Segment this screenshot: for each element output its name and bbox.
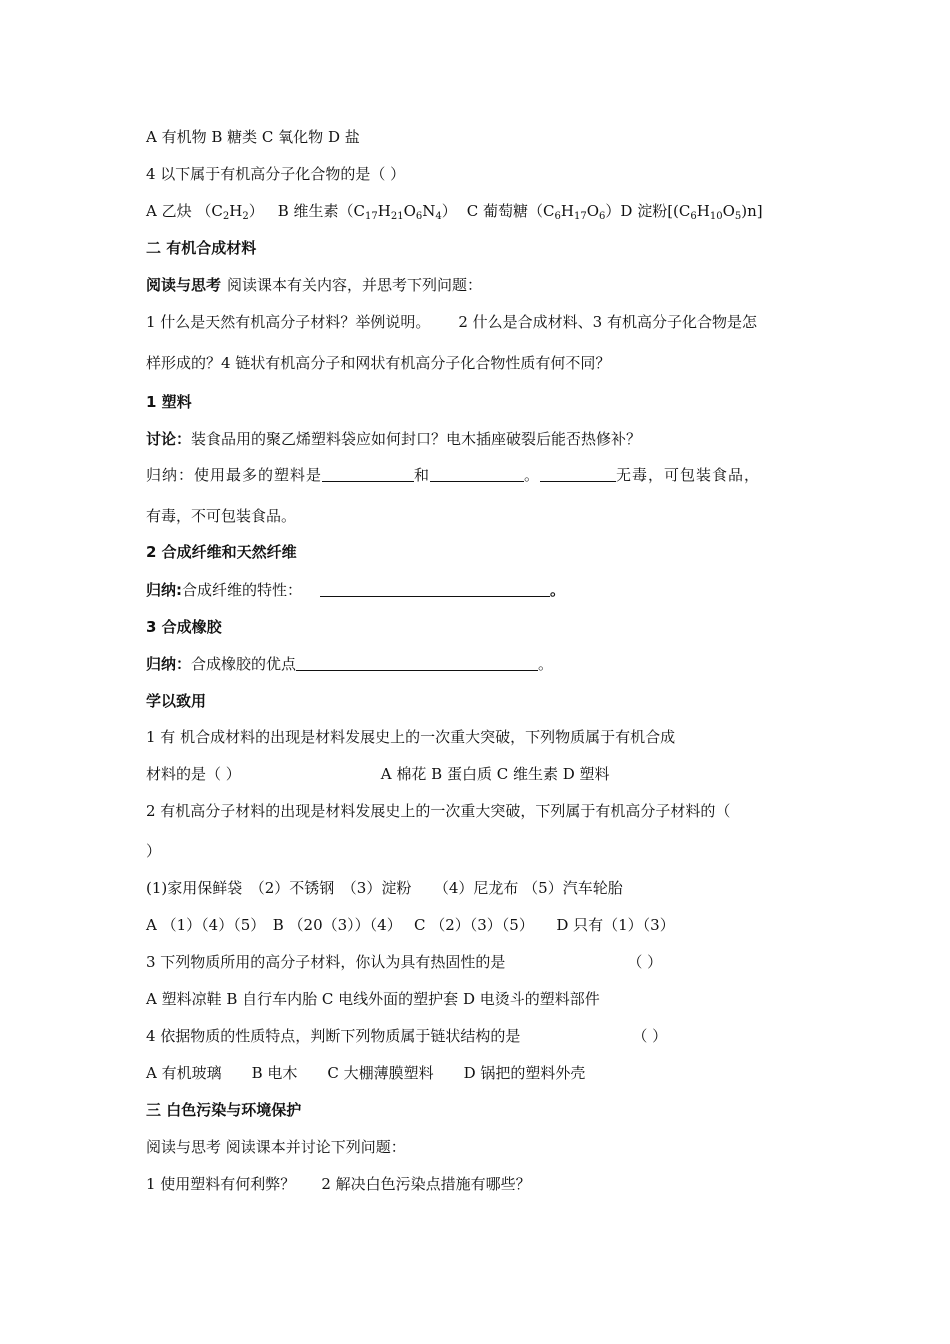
questions-line-1: 1 什么是天然有机高分子材料？举例说明。 2 什么是合成材料、3 有机高分子化合物是怎 [146,313,757,331]
apply-q1: 1 有 机合成材料的出现是材料发展史上的一次重大突破，下列物质属于有机合成 [146,728,676,746]
read-think-1: 阅读与思考 阅读课本有关内容，并思考下列问题： [146,276,483,294]
apply-q2-close: ） [146,842,162,860]
apply-q2: 2 有机高分子材料的出现是材料发展史上的一次重大突破，下列属于有机高分子材料的（ [146,802,731,820]
q4-question: 4 以下属于有机高分子化合物的是（ ） [146,165,406,183]
summary-fiber: 归纳:合成纤维的特性： 。 [146,581,566,599]
summary-plastic-cont: 有毒，不可包装食品。 [146,507,297,525]
blank-4[interactable] [320,582,550,597]
apply-q3-options: A 塑料凉鞋 B 自行车内胎 C 电线外面的塑护套 D 电烫斗的塑料部件 [146,990,600,1008]
apply-q4: 4 依据物质的性质特点，判断下列物质属于链状结构的是 （ ） [146,1027,668,1045]
apply-q3: 3 下列物质所用的高分子材料，你认为具有热固性的是 （ ） [146,953,663,971]
summary-rubber: 归纳：合成橡胶的优点 。 [146,655,554,673]
blank-3[interactable] [540,467,616,482]
section-3-questions: 1 使用塑料有何利弊？ 2 解决白色污染点措施有哪些？ [146,1175,531,1193]
questions-line-2: 样形成的？4 链状有机高分子和网状有机高分子化合物性质有何不同？ [146,354,611,372]
blank-2[interactable] [430,467,524,482]
q4-options: A 乙炔 $(C_2H_2)$ B 维生素$(C_{17}H_{21}O_6N_4)$ C 葡萄糖$(C_6H_{17}O_6)D$ 淀粉$[(C_6H_{10}O_5)n]$ [146,202,763,222]
read-think-2: 阅读与思考 阅读课本并讨论下列问题： [146,1138,406,1156]
apply-q2-items: (1)家用保鲜袋 （2）不锈钢 （3）淀粉 （4）尼龙布 （5）汽车轮胎 [146,879,623,897]
section-2-heading: 二 有机合成材料 [146,239,257,257]
apply-q1-options: 材料的是（ ） A 棉花 B 蛋白质 C 维生素 D 塑料 [146,765,610,783]
apply-q2-options: A （1）（4）（5） B （20（3））（4） C （2）（3）（5） D 只有（1）（3） [146,916,675,934]
section-apply-heading: 学以致用 [146,692,207,710]
blank-5[interactable] [296,656,538,671]
apply-q4-options: A 有机玻璃 B 电木 C 大棚薄膜塑料 D 锅把的塑料外壳 [146,1064,586,1082]
q3-options: A 有机物 B 糖类 C 氧化物 D 盐 [146,128,360,146]
discussion: 讨论：装食品用的聚乙烯塑料袋应如何封口？电木插座破裂后能否热修补？ [146,430,642,448]
summary-plastic: 归纳：使用最多的塑料是 和 。 无毒，可包装食品， [146,466,761,484]
sub-heading-plastic: 1 塑料 [146,393,192,411]
blank-1[interactable] [322,467,414,482]
sub-heading-fiber: 2 合成纤维和天然纤维 [146,543,297,561]
section-3-heading: 三 白色污染与环境保护 [146,1101,302,1119]
sub-heading-rubber: 3 合成橡胶 [146,618,222,636]
